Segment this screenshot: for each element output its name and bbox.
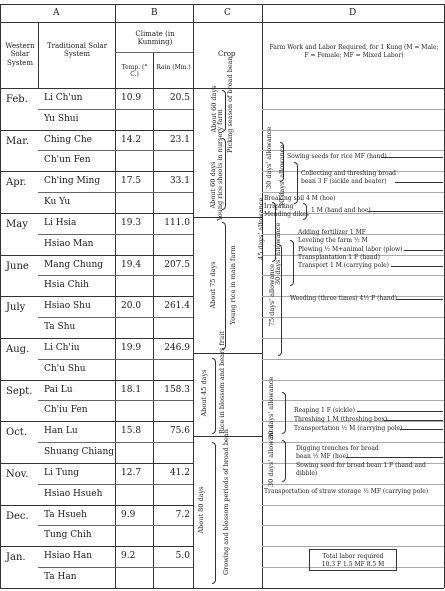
solar-term-name: Li Ch'iu	[44, 343, 80, 353]
work-leveling: Leveling the farm ½ M	[298, 237, 368, 244]
solar-term-name: Tung Chih	[44, 530, 92, 540]
temperature-value: 19.3	[121, 218, 142, 228]
temperature-value: 20.0	[121, 301, 142, 311]
rainfall-value: 41.2	[169, 468, 190, 478]
work-irrigating-labor: 1 M (hand and hoe)	[311, 207, 371, 214]
row-separator	[0, 130, 193, 131]
solar-term-name: Yu Shui	[44, 114, 79, 124]
col-d-row-rule	[262, 317, 444, 318]
col-d-row-rule	[262, 109, 444, 110]
solar-term-name: Ta Han	[44, 572, 77, 582]
month-label: Jan.	[6, 552, 26, 563]
crop-header: Crop	[218, 50, 236, 58]
row-separator	[38, 400, 193, 401]
work-digging-2: bean ½ MF (hoe)	[296, 453, 349, 460]
rainfall-value: 5.0	[175, 551, 190, 561]
work-reaping: Reaping 1 F (sickle)	[294, 407, 355, 414]
leader-plowing	[404, 250, 443, 251]
solar-term-name: Li Ch'un	[44, 93, 83, 103]
solar-term-name: Mang Chung	[44, 260, 104, 270]
allowance-brace-4	[290, 240, 294, 286]
row-separator	[0, 546, 193, 547]
work-sowing-bean-2: dibble)	[296, 470, 318, 477]
rainfall-value: 261.4	[164, 301, 190, 311]
solar-term-name: Li Tung	[44, 468, 80, 478]
solar-term-name: Shuang Chiang	[44, 447, 115, 457]
month-label: Apr.	[6, 177, 27, 188]
row-separator	[38, 567, 193, 568]
work-transportation: Transportation ½ M (carrying pole)	[294, 425, 403, 432]
work-mending-dikes: Mending dikes	[264, 211, 309, 218]
leader-irrigating	[368, 211, 443, 212]
solar-term-name: Ta Hsueh	[44, 510, 87, 520]
row-separator	[0, 380, 193, 381]
work-adding-fertilizer: Adding fertilizer 1 MF	[298, 229, 366, 236]
row-separator	[0, 213, 193, 214]
rainfall-value: 75.6	[169, 426, 190, 436]
header-letter-rule	[0, 22, 444, 23]
row-separator	[38, 359, 193, 360]
temperature-value: 14.2	[121, 135, 142, 145]
row-separator	[38, 525, 193, 526]
solar-term-name: Han Lu	[44, 426, 78, 436]
month-label: Feb.	[6, 94, 28, 105]
row-separator	[0, 463, 193, 464]
col-d-row-rule	[262, 130, 444, 131]
allowance-sowing-rice: 30 days' allowance	[265, 126, 273, 189]
row-separator	[38, 234, 193, 235]
temperature-value: 18.1	[121, 385, 142, 395]
col-d-letter: D	[349, 8, 357, 18]
broad-bean-brace	[212, 442, 216, 584]
month-label: Nov.	[6, 469, 29, 480]
work-sowing-bean-1: Sowing seed for broad bean 1 F (hand and	[296, 462, 426, 469]
western-traditional-header-divider	[38, 22, 39, 88]
allowance-brace-7	[282, 440, 286, 482]
rainfall-value: 23.1	[169, 135, 190, 145]
col-d-row-rule	[262, 442, 444, 443]
traditional-solar-system-header: Traditional Solar System	[46, 42, 108, 59]
rainfall-value: 33.1	[169, 176, 190, 186]
allowance-breaking-soil: 45 days' allowance	[257, 197, 265, 260]
col-d-row-rule	[262, 525, 444, 526]
temperature-value: 15.8	[121, 426, 142, 436]
row-separator	[38, 109, 193, 110]
total-labor-label: Total labor required	[322, 553, 384, 560]
solar-term-name: Ch'u Shu	[44, 364, 86, 374]
climate-header-rule	[115, 52, 193, 53]
work-transplantation: Transplantation 1 F (hand)	[298, 254, 380, 261]
solar-term-name: Ku Yu	[44, 197, 71, 207]
month-label: Dec.	[6, 511, 29, 522]
col-a-letter: A	[53, 8, 60, 18]
row-separator	[38, 150, 193, 151]
broad-bean-growing-label: Growing and blossom periods of broad bean	[222, 429, 230, 575]
table-bottom-border	[0, 588, 444, 589]
row-separator	[0, 296, 193, 297]
month-label: Mar.	[6, 136, 30, 147]
temperature-value: 12.7	[121, 468, 142, 478]
work-weeding: Weeding (three times) 4½ F (hand)	[290, 295, 397, 302]
solar-term-name: Li Hsia	[44, 218, 77, 228]
leader-transport	[391, 266, 443, 267]
solar-term-name: Hsiao Han	[44, 551, 93, 561]
work-threshing: Threshing 1 M (threshing box)	[294, 416, 388, 423]
table-top-border	[0, 4, 444, 5]
rainfall-value: 20.5	[169, 93, 190, 103]
solar-term-name: Ta Shu	[44, 322, 76, 332]
row-separator	[0, 338, 193, 339]
temperature-value: 19.9	[121, 343, 142, 353]
work-collect-bean-1: Collecting and threshing broad	[301, 170, 396, 177]
about-80-days-label: About 80 days	[197, 486, 205, 534]
allowance-weeding: 75 days' allowance	[268, 263, 276, 327]
row-separator	[38, 317, 193, 318]
leader-digging	[346, 457, 443, 458]
month-label: Oct.	[6, 427, 27, 438]
row-separator	[38, 442, 193, 443]
young-rice-nursery-label: Young rice shoots in nursery farm	[216, 109, 224, 221]
work-digging-1: Digging trenches for broad	[296, 445, 379, 452]
work-irrigating: Irrigating	[264, 203, 294, 210]
rainfall-value: 158.3	[164, 385, 190, 395]
row-separator	[0, 505, 193, 506]
leader-reaping	[357, 411, 443, 412]
col-d-row-rule	[262, 546, 444, 547]
allowance-broad-bean: 30 days' allowance	[267, 424, 275, 487]
solar-term-name: Hsiao Shu	[44, 301, 91, 311]
solar-term-name: Hsia Chih	[44, 280, 89, 290]
leader-transportation	[400, 429, 443, 430]
col-b-c-divider	[193, 4, 194, 588]
col-b-letter: B	[151, 8, 158, 18]
col-c-letter: C	[224, 8, 231, 18]
row-separator	[38, 484, 193, 485]
header-bottom-rule	[0, 88, 444, 89]
about-60-days-label-b: About 60 days	[209, 161, 217, 209]
leader-collect-bean	[395, 182, 443, 183]
leader-sowing-rice	[381, 157, 443, 158]
leader-weeding	[396, 299, 443, 300]
col-d-row-rule	[262, 150, 444, 151]
about-60-days-label-a: About 60 days	[210, 85, 218, 133]
work-straw-transport: Transportation of straw storage ½ MF (carrying pole)	[264, 488, 429, 495]
farm-work-header: Farm Work and Labor Required, for 1 Kung (M = Male; F = Female; MF = Mixed Labor)	[269, 44, 439, 59]
rainfall-value: 246.9	[164, 343, 190, 353]
rainfall-value: 111.0	[164, 218, 190, 228]
picking-season-label: Picking season of broad bean	[226, 56, 234, 153]
about-45-days-label: About 45 days	[200, 369, 208, 417]
row-separator	[0, 171, 193, 172]
solar-term-name: Hsiao Man	[44, 239, 94, 249]
work-collect-bean-2: bean 3 F (sickle and beater)	[301, 178, 387, 185]
row-separator	[38, 275, 193, 276]
month-label: Aug.	[6, 344, 30, 355]
solar-term-name: Ch'un Fen	[44, 155, 91, 165]
solar-term-name: Ching Che	[44, 135, 92, 145]
work-transport: Transport 1 M (carrying pole)	[298, 262, 390, 269]
western-solar-system-header: Western Solar System	[5, 42, 35, 67]
young-rice-main-label: Young rice in main farm	[229, 245, 237, 325]
rainfall-value: 7.2	[175, 510, 190, 520]
allowance-collecting-bean: 30 days' allowance	[278, 144, 286, 207]
col-d-row-rule	[262, 359, 444, 360]
work-breaking-soil: Breaking soil 4 M (hoe)	[264, 195, 336, 202]
solar-term-name: Ch'ing Ming	[44, 176, 101, 186]
temperature-value: 9.9	[121, 510, 136, 520]
allowance-brace-5	[278, 244, 282, 356]
month-label: July	[6, 302, 26, 313]
month-label: May	[6, 219, 28, 230]
temp-header: Temp. (° C.)	[121, 64, 148, 79]
irrigating-brace	[303, 203, 307, 220]
climate-header: Climate (in Kunming)	[135, 30, 175, 47]
month-label: Sept.	[6, 386, 33, 397]
col-d-row-rule	[262, 484, 444, 485]
total-labor-values: 10.3 F 1.5 MF 8.5 M	[321, 561, 385, 568]
leader-threshing	[384, 420, 443, 421]
temp-rain-divider	[153, 52, 154, 588]
month-label: June	[6, 261, 29, 272]
rainfall-value: 207.5	[164, 260, 190, 270]
temperature-value: 19.4	[121, 260, 142, 270]
rice-blossom-label: Rice in blossom and bears fruit	[218, 331, 226, 434]
solar-term-name: Hsiao Hsueh	[44, 489, 103, 499]
work-plowing: Plowing ½ M+animal labor (plow)	[298, 246, 403, 253]
about-75-days-label: About 75 days	[209, 261, 217, 309]
col-d-row-rule	[262, 505, 444, 506]
temperature-value: 10.9	[121, 93, 142, 103]
col-d-row-rule	[262, 400, 444, 401]
row-separator	[38, 192, 193, 193]
work-sowing-rice: Sowing seeds for rice MF (hand)	[287, 153, 387, 160]
allowance-brace-6	[282, 392, 286, 434]
row-separator	[0, 421, 193, 422]
total-labor-box	[309, 549, 397, 571]
row-separator	[0, 255, 193, 256]
col-d-row-rule	[262, 380, 444, 381]
solar-term-name: Pai Lu	[44, 385, 73, 395]
temperature-value: 17.5	[121, 176, 142, 186]
blossom-brace	[212, 358, 216, 434]
allowance-fertilizer: 30 days' allowance	[274, 222, 282, 285]
solar-term-name: Ch'iu Fen	[44, 405, 88, 415]
allowance-harvest: 30 days' allowance	[267, 376, 275, 439]
rain-header: Rain (Mm.)	[156, 64, 191, 71]
temperature-value: 9.2	[121, 551, 136, 561]
col-d-row-rule	[262, 338, 444, 339]
